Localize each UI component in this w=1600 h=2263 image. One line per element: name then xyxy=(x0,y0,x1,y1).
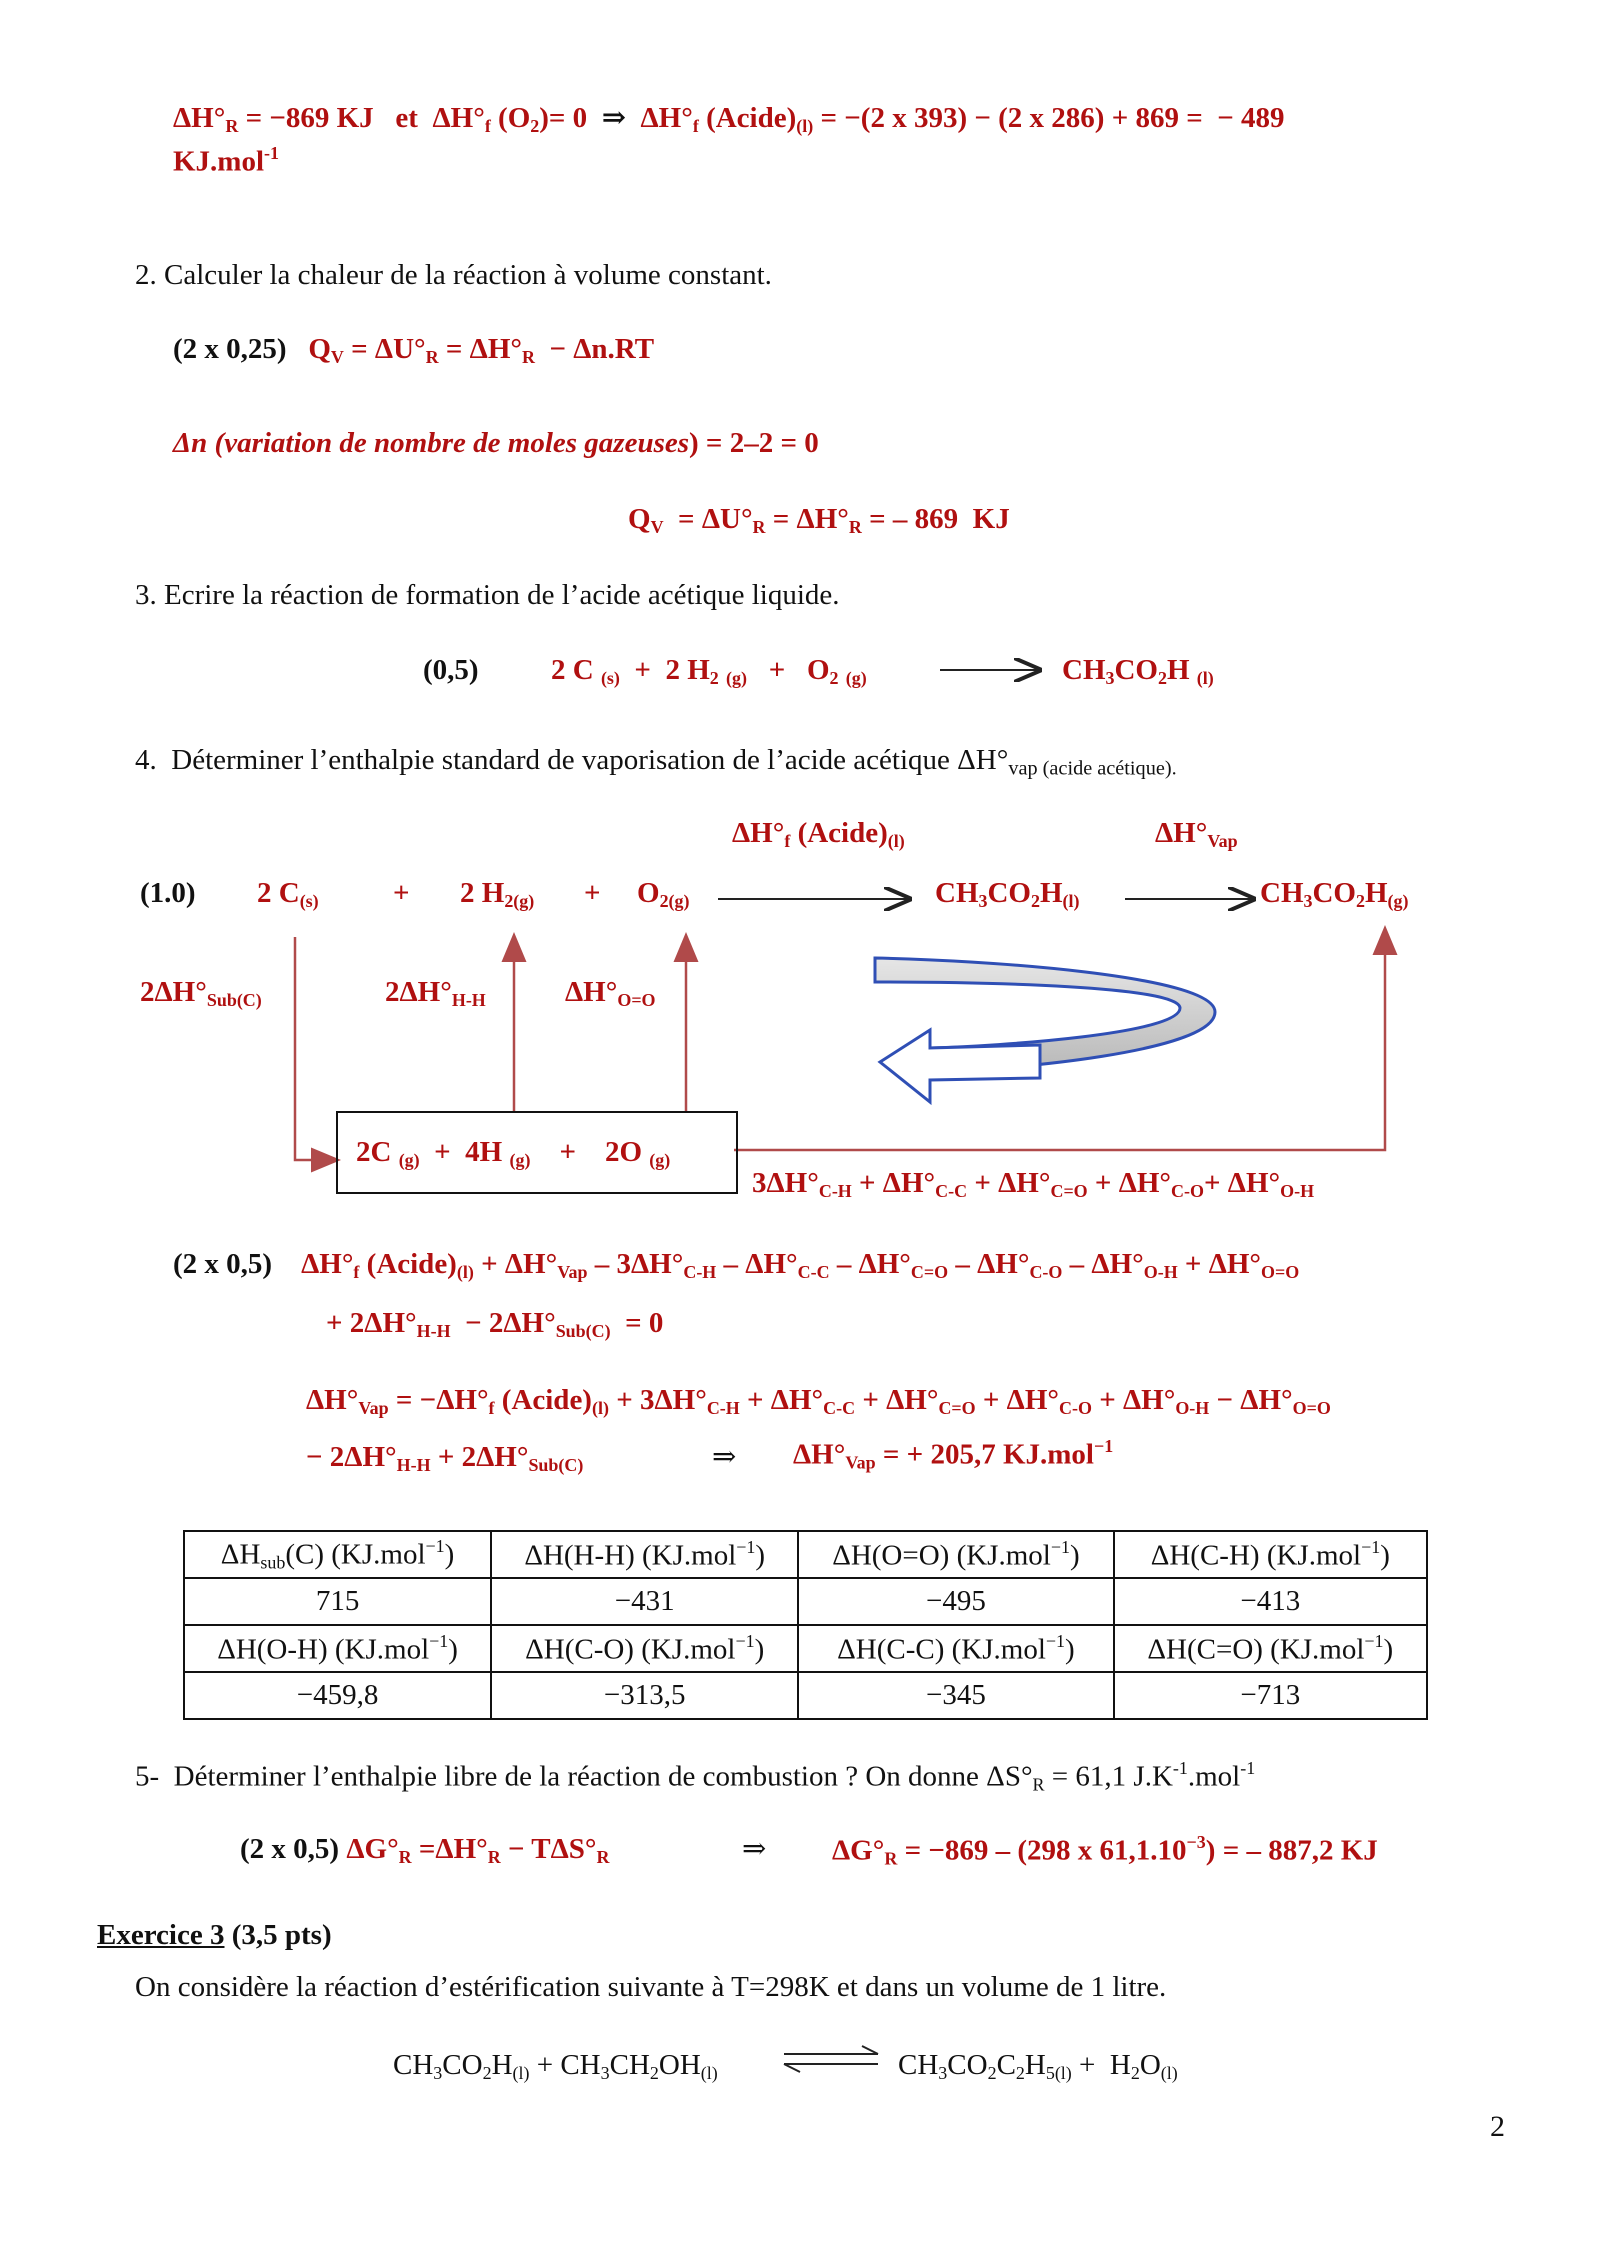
bond-energies-label: $3\Delta H^\circ_{C-H} + \Delta H^\circ_{C-C} + \Delta H^\circ_{C=O} + \Delta H^\circ_{C-O}+ \Delta H^\circ_{O-H}$ xyxy=(752,1167,1315,1202)
exercise-3-label: Exercice 3 xyxy=(97,1919,225,1951)
table-cell: −313,5 xyxy=(491,1672,798,1719)
table-header-cell: ΔH(C=O) (KJ.mol$^{-1}$) xyxy=(1114,1625,1427,1672)
table-row xyxy=(184,1578,1427,1625)
table-cell: 715 xyxy=(184,1578,491,1625)
q5-points: (2 x 0,5) xyxy=(240,1833,340,1865)
label-dhf-acide: $\Delta H^\circ_f$ $(Acide)_{(l)}$ xyxy=(732,817,905,852)
q2-points: (2 x 0,25) xyxy=(173,333,287,365)
ester-products: $CH_3CO_2C_2H_{5(l)} + H_2O_{(l)}$ xyxy=(898,2049,1178,2084)
table-cell: −459,8 xyxy=(184,1672,491,1719)
ester-reactants: $CH_3CO_2H_{(l)} + CH_3CH_2OH_{(l)}$ xyxy=(393,2049,718,2084)
exercise-3-points: (3,5 pts) xyxy=(224,1919,332,1951)
delta-n-line: Δn (variation de nombre de moles gazeuses) = 2–2 = 0 xyxy=(173,427,819,459)
q3-product: $CH_3CO_2H$ $_{(l)}$ xyxy=(1062,654,1214,689)
table-header-cell: ΔH(O=O) (KJ.mol$^{-1}$) xyxy=(798,1531,1113,1578)
page-number: 2 xyxy=(1490,2110,1505,2143)
q5-result: $\Delta G^\circ_R = -869 - (298$ x $61,1.10^{-3}$) = – 887,2 KJ xyxy=(832,1832,1378,1869)
equilibrium-arrow-icon xyxy=(782,2044,882,2074)
atoms-gas: 2C $_{(g)}$ + 4H $_{(g)}$ + 2O $_{(g)}$ xyxy=(356,1136,671,1171)
hess-points: (2 x 0,5) xyxy=(173,1248,273,1280)
table-cell: −431 xyxy=(491,1578,798,1625)
result-enthalpy-formation: $\Delta H^\circ_R = -869$ KJ et $\Delta H^\circ_f$ $(O_2)= 0$ ⇒ $\Delta H^\circ_f$ $(Acide)_{(l)} = -(2$ x 393) − (2 x 286) + 869 = − 489 xyxy=(173,102,1285,137)
exercise-3-title xyxy=(97,1918,332,1953)
label-sublimation: $2\Delta H^\circ_{Sub(C)}$ xyxy=(140,976,262,1011)
qv-result: $Q_V = \Delta U^\circ_R = \Delta H^\circ_R$ = – 869 KJ xyxy=(628,503,1010,538)
cycle-hydrogen: 2 $H_{2(g)}$ xyxy=(460,877,535,912)
table-cell: −495 xyxy=(798,1578,1113,1625)
q5-answer: (2 x 0,5) $\Delta G^\circ_R =\Delta H^\circ_R - T\Delta S^\circ_R$ xyxy=(240,1833,610,1868)
table-cell: −713 xyxy=(1114,1672,1427,1719)
question-4: 4. Déterminer l’enthalpie standard de vaporisation de l’acide acétique $\Delta H^\circ_{vap (acide acétique).}$ xyxy=(135,744,1177,780)
table-row xyxy=(184,1672,1427,1719)
table-row xyxy=(184,1625,1427,1672)
sublimation-path xyxy=(295,937,336,1160)
question-5: 5- Déterminer l’enthalpie libre de la réaction de combustion ? On donne $\Delta S^\circ_R = 61,1$ $J.K^{-1}.mol^{-1}$ xyxy=(135,1758,1256,1795)
vaporisation-result: $\Delta H^\circ_{Vap}$ = + 205,7 KJ.mol$^{-1}$ xyxy=(793,1436,1114,1473)
q3-answer xyxy=(423,653,479,688)
hess-equation-4: − $2\Delta H^\circ_{H-H} + 2\Delta H^\circ_{Sub(C)}$ xyxy=(306,1441,584,1476)
bond-energy-table xyxy=(183,1530,1428,1720)
q2-answer: (2 x 0,25) $Q_V = \Delta U^\circ_R = \Delta H^\circ_R - \Delta n.RT$ xyxy=(173,333,655,368)
cycle-plus-2: + xyxy=(584,877,601,909)
cycle-points: (1.0) xyxy=(140,877,196,909)
cycle-carbon: 2 $C_{(s)}$ xyxy=(257,877,319,912)
table-header-cell: ΔH(C-H) (KJ.mol$^{-1}$) xyxy=(1114,1531,1427,1578)
question-3: 3. Ecrire la réaction de formation de l’acide acétique liquide. xyxy=(135,579,840,611)
hess-equation-3: $\Delta H^\circ_{Vap} = -\Delta H^\circ_f$ $(Acide)_{(l)} + 3\Delta H^\circ_{C-H} + \Delta H^\circ_{C-C} + \Delta H^\circ_{C=O} + \Delta H^\circ_{C-O} + \Delta H^\circ_{O-H} - \Delta H^\circ_{O=O}$ xyxy=(306,1384,1331,1419)
label-dhvap: $\Delta H^\circ_{Vap}$ xyxy=(1155,817,1238,852)
curved-arrow-icon xyxy=(875,958,1215,1102)
implies-arrow-2: ⇒ xyxy=(742,1833,767,1865)
table-cell: −413 xyxy=(1114,1578,1427,1625)
label-oo: $\Delta H^\circ_{O=O}$ xyxy=(565,976,656,1011)
result-unit: KJ.mol$^{-1}$ xyxy=(173,143,279,178)
cycle-acid-liquid: $CH_3CO_2H_{(l)}$ xyxy=(935,877,1080,912)
implies-arrow: ⇒ xyxy=(712,1441,737,1473)
table-cell: −345 xyxy=(798,1672,1113,1719)
table-header-cell: ΔH(H-H) (KJ.mol$^{-1}$) xyxy=(491,1531,798,1578)
cycle-acid-gas: $CH_3CO_2H_{(g)}$ xyxy=(1260,877,1409,912)
table-header-cell: $\Delta H_{sub}(C)$ (KJ.mol$^{-1}$) xyxy=(184,1531,491,1578)
table-row xyxy=(184,1531,1427,1578)
table-header-cell: ΔH(O-H) (KJ.mol$^{-1}$) xyxy=(184,1625,491,1672)
hess-equation-2: + $2\Delta H^\circ_{H-H} - 2\Delta H^\circ_{Sub(C)} = 0$ xyxy=(326,1307,664,1342)
q3-reactants: 2 C $_{(s)}$ + 2 $H_2$ $_{(g)} + O_2$ $_{(g)}$ xyxy=(551,654,867,689)
question-2: 2. Calculer la chaleur de la réaction à volume constant. xyxy=(135,259,772,291)
table-header-cell: ΔH(C-C) (KJ.mol$^{-1}$) xyxy=(798,1625,1113,1672)
exercise-3-text: On considère la réaction d’estérification suivante à T=298K et dans un volume de 1 litre. xyxy=(135,1971,1167,2003)
label-hh: $2\Delta H^\circ_{H-H}$ xyxy=(385,976,486,1011)
q3-points: (0,5) xyxy=(423,654,479,686)
table-header-cell: ΔH(C-O) (KJ.mol$^{-1}$) xyxy=(491,1625,798,1672)
cycle-oxygen: $O_{2(g)}$ xyxy=(637,877,690,912)
hess-equation-1: (2 x 0,5) $\Delta H^\circ_f$ $(Acide)_{(l)} + \Delta H^\circ_{Vap} - 3\Delta H^\circ_{C-H} - \Delta H^\circ_{C-C} - \Delta H^\circ_{C=O} - \Delta H^\circ_{C-O} - \Delta H^\circ_{O-H} + \Delta H^\circ_{O=O}$ xyxy=(173,1248,1300,1283)
cycle-plus-1: + xyxy=(393,877,410,909)
